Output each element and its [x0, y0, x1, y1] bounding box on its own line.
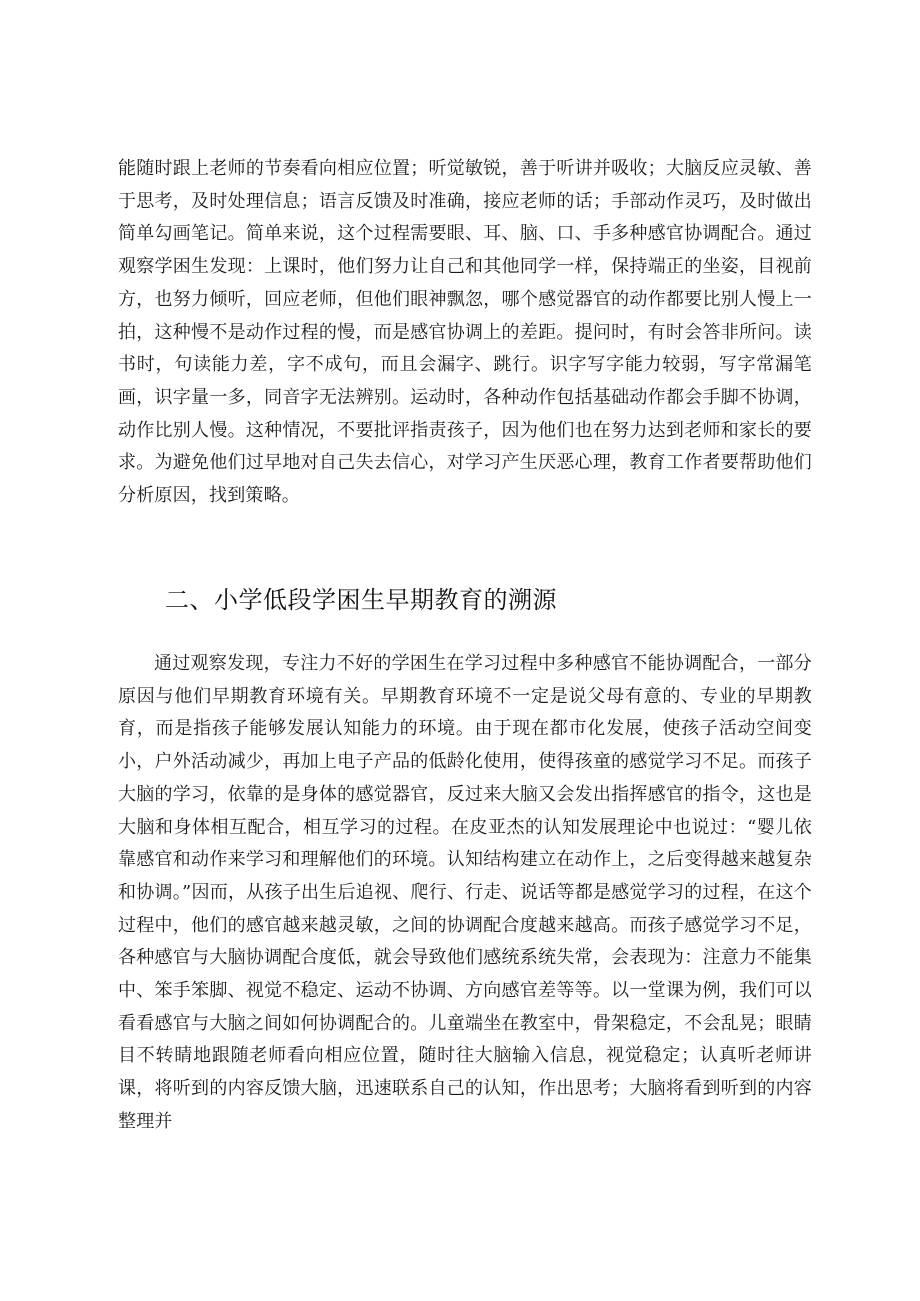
- section-heading: 二、小学低段学困生早期教育的溯源: [165, 586, 557, 614]
- body-paragraph-2: 通过观察发现，专注力不好的学困生在学习过程中多种感官不能协调配合，一部分原因与他们早期教育环境有关。早期教育环境不一定是说父母有意的、专业的早期教育，而是指孩子能够发展认知能力的环境。由于现在都市化发展，使孩子活动空间变小，户外活动减少，再加上电子产品的低龄化使用，使得孩童的感觉学习不足。而孩子大脑的学习，依靠的是身体的感觉器官，反过来大脑又会发出指挥感官的指令，这也是大脑和身体相互配合，相互学习的过程。在皮亚杰的认知发展理论中也说过：“婴儿依靠感官和动作来学习和理解他们的环境。认知结构建立在动作上，之后变得越来越复杂和协调。”因而，从孩子出生后追视、爬行、行走、说话等都是感觉学习的过程，在这个过程中，他们的感官越来越灵敏，之间的协调配合度越来越高。而孩子感觉学习不足，各种感官与大脑协调配合度低，就会导致他们感统系统失常，会表现为：注意力不能集中、笨手笨脚、视觉不稳定、运动不协调、方向感官差等等。以一堂课为例，我们可以看看感官与大脑之间如何协调配合的。儿童端坐在教室中，骨架稳定，不会乱晃；眼睛目不转睛地跟随老师看向相应位置，随时往大脑输入信息，视觉稳定；认真听老师讲课，将听到的内容反馈大脑，迅速联系自己的认知，作出思考；大脑将看到听到的内容整理并: [118, 653, 812, 1132]
- body-paragraph-1: 能随时跟上老师的节奏看向相应位置；听觉敏锐，善于听讲并吸收；大脑反应灵敏、善于思考，及时处理信息；语言反馈及时准确，接应老师的话；手部动作灵巧，及时做出简单勾画笔记。简单来说，这个过程需要眼、耳、脑、口、手多种感官协调配合。通过观察学困生发现：上课时，他们努力让自己和其他同学一样，保持端正的坐姿，目视前方，也努力倾听，回应老师，但他们眼神飘忽，哪个感觉器官的动作都要比别人慢上一拍，这种慢不是动作过程的慢，而是感官协调上的差距。提问时，有时会答非所问。读书时，句读能力差，字不成句，而且会漏字、跳行。识字写字能力较弱，写字常漏笔画，识字量一多，同音字无法辨别。运动时，各种动作包括基础动作都会手脚不协调，动作比别人慢。这种情况，不要批评指责孩子，因为他们也在努力达到老师和家长的要求。为避免他们过早地对自己失去信心，对学习产生厌恶心理，教育工作者要帮助他们分析原因，找到策略。: [118, 158, 812, 507]
